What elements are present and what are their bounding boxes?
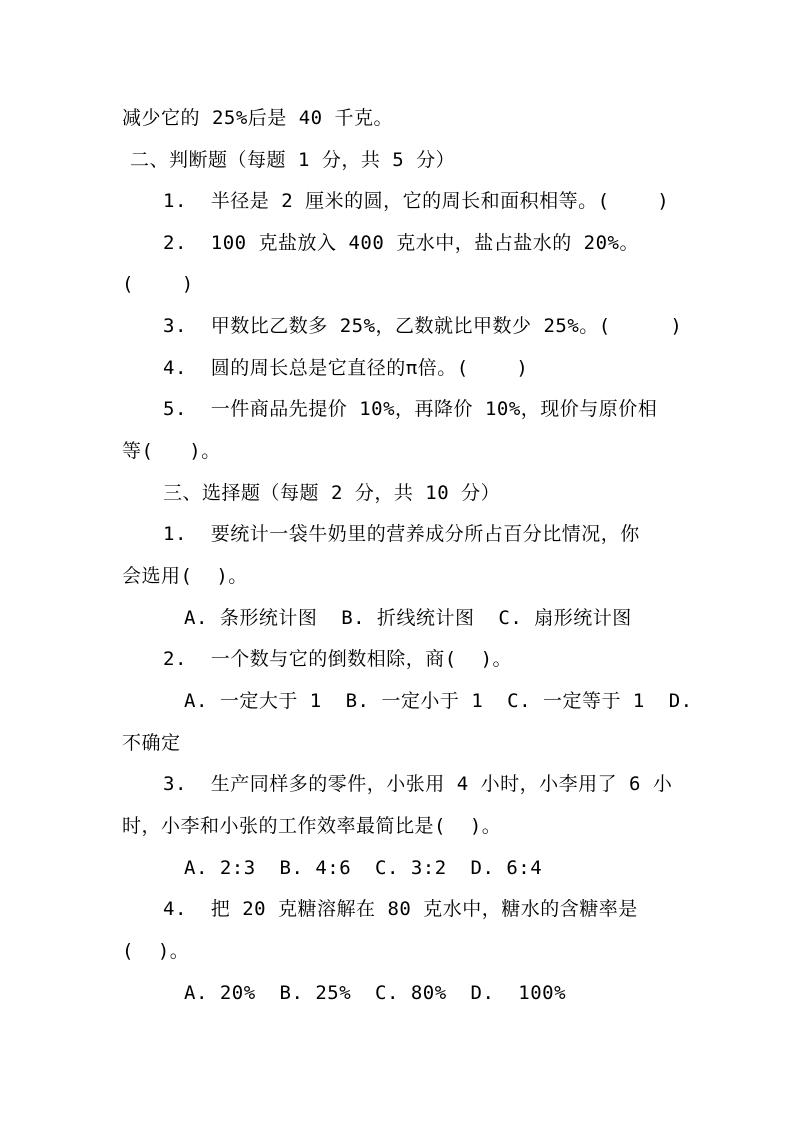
judgement-question-2: 2. 100 克盐放入 400 克水中，盐占盐水的 20%。 (163, 232, 639, 254)
choice-question-3-cont: 时，小李和小张的工作效率最简比是( )。 (122, 815, 502, 837)
choice-question-4: 4. 把 20 克糖溶解在 80 克水中，糖水的含糖率是 (163, 898, 638, 920)
choice-question-2: 2. 一个数与它的倒数相除，商( )。 (163, 648, 513, 670)
judgement-question-2-bracket: ( ) (122, 273, 194, 295)
section-heading-choice: 三、选择题（每题 2 分，共 10 分） (163, 482, 501, 504)
judgement-question-4: 4. 圆的周长总是它直径的π倍。( ) (163, 357, 529, 379)
choice-question-1-cont: 会选用( )。 (122, 565, 248, 587)
judgement-question-3: 3. 甲数比乙数多 25%，乙数就比甲数少 25%。( ) (163, 315, 683, 337)
section-heading-judgement: 二、判断题（每题 1 分，共 5 分） (130, 149, 456, 171)
choice-question-4-options: A. 20% B. 25% C. 80% D. 100% (184, 982, 567, 1004)
choice-question-3: 3. 生产同样多的零件，小张用 4 小时，小李用了 6 小 (163, 773, 673, 795)
choice-question-1: 1. 要统计一袋牛奶里的营养成分所占百分比情况，你 (163, 523, 640, 545)
choice-question-3-options: A. 2:3 B. 4:6 C. 3:2 D. 6:4 (184, 857, 543, 879)
choice-question-4-cont: ( )。 (122, 940, 190, 962)
choice-question-2-options: A. 一定大于 1 B. 一定小于 1 C. 一定等于 1 D. (184, 690, 693, 712)
judgement-question-5-cont: 等( )。 (122, 440, 221, 462)
choice-question-2-options-cont: 不确定 (122, 732, 181, 754)
text-line-continuation: 减少它的 25%后是 40 千克。 (122, 107, 394, 129)
choice-question-1-options: A. 条形统计图 B. 折线统计图 C. 扇形统计图 (184, 607, 632, 629)
judgement-question-5: 5. 一件商品先提价 10%，再降价 10%，现价与原价相 (163, 398, 658, 420)
judgement-question-1: 1. 半径是 2 厘米的圆，它的周长和面积相等。( ) (163, 190, 670, 212)
